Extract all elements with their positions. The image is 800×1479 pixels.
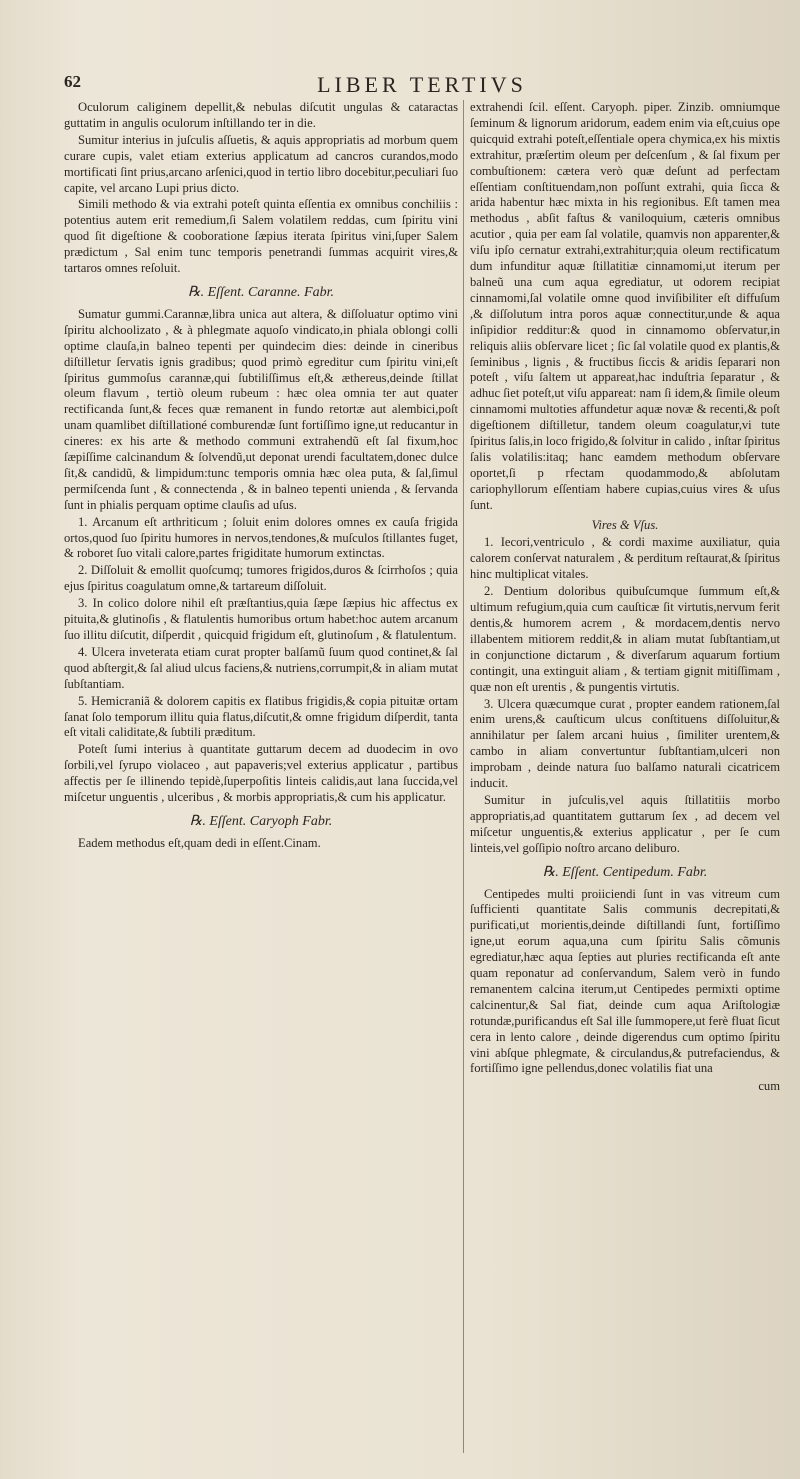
text-columns: [64, 100, 780, 1453]
subheading: Vires & Vſus.: [591, 517, 659, 532]
section-heading: ℞. Eſſent. Centipedum. Fabr.: [542, 864, 708, 880]
paragraph: Sumatur gummi.Carannæ,libra unica aut altera, & diſſoluatur optimo vini ſpiritu alchoolizato , & à phlegmate aquoſo vindicato,in phiala oblongi colli optime clauſa,in balneo tepenti per quindecim dies: deinde in cineribus diſtilletur ſervatis ignis gradibus; quod primò egreditur cum ſpiritu vini,eſt ſpiritus gummoſus carannæ,qui ſubtiliſſimus eſt,& æthereus,deinde ſtillat oleum flavum , tertiò oleum rubeum : hæc olea omnia ter aut quater rectificanda ſunt,& feces quæ remanent in fundo retortæ aut alembici,poſt unam quamlibet diſtillationé comburendæ ſunt fortiſſimo igne,ut reducantur in cineres: ex his arte & methodo communi extrahendũ eſt ſal fixum,hoc ſæpiſſime calcinandum & ſolvendũ,ut deponat urendi facultatem,donec dulce ſit,& candidũ, & limpidum:tunc temporis omnia hæc olea puta, & ſal,ſimul permiſcenda ſunt , & connectenda , & in balneo tepenti unienda , & ſervanda ſunt in phialis perquam optime clauſis ad uſus.: [64, 306, 458, 512]
paragraph: Eadem methodus eſt,quam dedi in eſſent.Cinam.: [78, 835, 321, 850]
paragraph: 1. Arcanum eſt arthriticum ; ſoluit enim dolores omnes ex cauſa frigida ortos,quod ſuo ſpiritu humores in nervos,tendones,& muſculos ſtillantes fuget, & roboret ſuo vitali calore,partes frigiditate humorum extinctas.: [64, 514, 458, 561]
paragraph: 2. Diſſoluit & emollit quoſcumq; tumores frigidos,duros & ſcirrhoſos ; quia ejus ſpiritus coagulatum omne,& tartareum diſſoluit.: [64, 563, 458, 594]
paragraph: 1. Iecori,ventriculo , & cordi maxime auxiliatur, quia calorem conſervat naturalem , & perditum reſtaurat,& ſpiritus hinc multiplicat vitales.: [470, 535, 780, 582]
running-head: [64, 72, 780, 96]
paragraph: Poteſt ſumi interius à quantitate guttarum decem ad duodecim in ovo ſorbili,vel ſyrupo violaceo , aut papaveris;vel exterius applicatur , partibus affectis per ſe illinendo tepidè,ſuperpoſitis linteis calidis,aut lana ſuccida,vel miſcetur unguentis , ulceribus , & morbis appropriatis,& cum his applicatur.: [64, 742, 458, 805]
section-heading: ℞. Eſſent. Caranne. Fabr.: [188, 284, 334, 300]
right-column: [470, 100, 780, 1453]
paragraph: Sumitur in juſculis,vel aquis ſtillatitiis morbo appropriatis,ad quantitatem guttarum ſex , ad decem vel miſcetur unguentis,& exterius applicatur , per ſe cum linteis,vel goſſipio noſtro arcano deliburo.: [470, 792, 780, 855]
paragraph: extrahendi ſcil. eſſent. Caryoph. piper. Zinzib. omniumque ſeminum & lignorum aridorum, eadem enim via eſt,cuius ope quicquid extrahi poteſt,eſſentiale opera chymica,ex his mixtis extrahitur, præſertim oleum per deſcenſum , & ſal fixum per combuſtionem: cætera verò quæ deſunt ad perfectam eſſentiam conſtituendam,non poſſunt extrahi, quia ſicca & arida habentur hæc mixta in his regionibus. Eſt tamen mea methodus , abſit faſtus & vaniloquium, cæteris omnibus acutior , quia per eam ſal volatile, quamvis non apparenter,& viſu ipſo cernatur extrahi,extrahitur;quia oleum rectificatum dum infunditur aquæ ſtillatitiæ cinnamomi,ut iterum per balneũ una cum aqua egrediatur, ut odorem recipiat cinnamomi,ſal volatile omne quod inviſibiliter eſt diffuſum ,& diſſolutum intra poros aquæ connectitur,unde & aqua inſipidior redditur:& quod in cinnamomo obſervatur,in reliquis aliis obſervare licet ; ſic ſal volatile quod ex plantis,& ſeminibus , lignis , & fructibus ſiccis & aridis ſeparari non poteſt , viſu ſaltem ut appareat,hac induſtria ſeparatur , & adhuc ſiet poteſt,ut viſu appareat: nam ſi idem,& ſimile oleum cinnamomi multoties affundetur aquæ novæ & recenti,& poſt digeſtionem diſtilletur, tandem oleum coagulatur,vi tute ſpiritus ſalis,in loco frigido,& ſolvitur in calido , inſtar ſpiritus ſalis volatilis:itaq; hanc eamdem methodum obſervare oportet,ſi p rfectam quodammodo,& abſolutam cariophyllorum eſſentiam habere cupias,cuius vires & uſus ſunt.: [470, 100, 780, 512]
section-heading: ℞. Eſſent. Caryoph Fabr.: [189, 813, 333, 829]
paragraph: 5. Hemicraniã & dolorem capitis ex flatibus frigidis,& copia pituitæ ortam ſanat ſolo temporum illitu quia flatus,diſcutit,& omne frigidum diſperdit, tanta eſt vitali caliditate,& ſubtili præditum.: [64, 693, 458, 740]
paragraph: 4. Ulcera inveterata etiam curat propter balſamũ ſuum quod continet,& ſal quod abſtergit,& ſal aliud ulcus faciens,& nutriens,corrumpit,& in aliam mutat ſubſtantiam.: [64, 644, 458, 691]
paragraph: Simili methodo & via extrahi poteſt quinta eſſentia ex omnibus conchiliis : potentius autem erit remedium,ſi Salem volatilem reddas, cum ſpiritu vini quod ſit digeſtione & cooboratione ſæpius iterata ſpiritus vini,ſuper Salem prædictum , Sal enim tunc temporis penetrandi ſummas acquirit vires,& tartaros omnes reſoluit.: [64, 197, 458, 276]
page-number: 62: [64, 72, 81, 91]
paragraph: 3. In colico dolore nihil eſt præſtantius,quia ſæpe ſæpius hic affectus ex pituita,& glutinoſis , & flatulentis humoribus ortum habet:hoc autem arcanum ſuo illitu diſcutit, diſperdit , quicquid frigidum eſt, glutinoſum , & flatulentum.: [64, 596, 458, 642]
column-rule: [463, 100, 464, 1453]
paragraph: 2. Dentium doloribus quibuſcumque ſummum eſt,& ultimum refugium,quia cum cauſticæ ſit virtutis,nervum ferit dentis,& humorem acrem , & mordacem,dentis nervo illabentem mitiorem reddit,& in aliam mutat ſubſtantiam,ut in conjunctione dictarum , & diverſarum aquarum fortium contingit, una extinguit aliam , & tertiam gignit mitiſſimam , quæ non eſt urentis , & pungentis virtutis.: [470, 584, 780, 694]
paragraph: Centipedes multi proiiciendi ſunt in vas vitreum cum ſufficienti quantitate Salis communis decrepitati,& purificati,ut morientis,deinde diſtillandi ſunt, fortiſſimo igne,ut eorum aqua,una cum ſpiritu Salis cõmunis egrediatur,hæc aqua ſepties aut pluries rectificanda eſt ante quam reponatur ad conſervandum, Salem verò in fundo remanentem calcina iterum,ut Centipedes permixti optime calcinentur,& Sal fiat, deinde cum aqua Ariſtologiæ rotundæ,purificandus eſt Sal ille ſummopere,ut ferè fluat ſicut cera in lento calore , deinde digerendus cum optimo ſpiritu vini abſque phlegmate, & circulandus,& putrefaciendus, & fortiſſimo igne pellendus,donec volatilis fiat una: [470, 886, 780, 1076]
paragraph: Oculorum caliginem depellit,& nebulas diſcutit ungulas & cataractas guttatim in angulis oculorum inſtillando ter in die.: [64, 100, 458, 130]
running-title: LIBER TERTIVS: [317, 72, 527, 97]
catchword: cum: [758, 1079, 780, 1094]
left-column: [64, 100, 458, 1453]
paragraph: 3. Ulcera quæcumque curat , propter eandem rationem,ſal enim urens,& cauſticum ulcus conſtituens diſſoluitur,& annihilatur per ſalem arcani huius , ſimiliter urentem,& cambo in aliam convertuntur ſubſtantiam,ulceri non improbam , deinde natura ſuo balſamo naturali cicatricem inducit.: [470, 696, 780, 791]
paragraph: Sumitur interius in juſculis aſſuetis, & aquis appropriatis ad morbum quem curare cupis, valet etiam exterius applicatum ad cancros curandos,modo mortificati ſint prius,arcano arſenici,quod in tertio libro docebitur,peculiari ſuo capite, vel arcano Lupi prius dicto.: [64, 132, 458, 195]
